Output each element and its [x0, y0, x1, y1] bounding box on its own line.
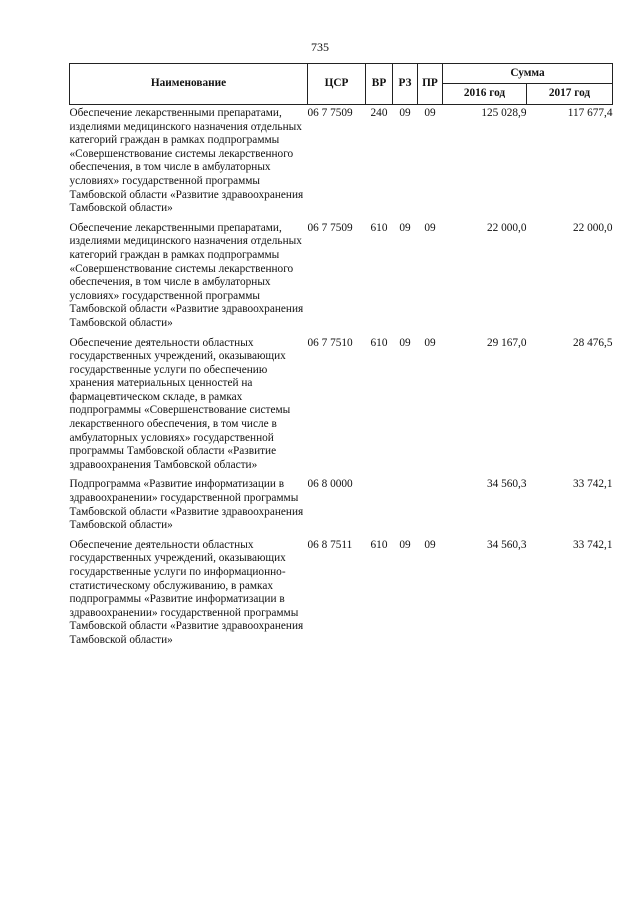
row-csr: 06 8 0000 — [307, 478, 353, 491]
table-row — [70, 539, 613, 654]
row-vr: 610 — [370, 221, 388, 234]
row-sum-2016: 34 560,3 — [486, 478, 527, 491]
row-sum-2016: 29 167,0 — [486, 336, 527, 349]
row-vr: 610 — [370, 336, 388, 349]
header-2017: 2017 год — [527, 84, 613, 105]
row-name: Обеспечение лекарственными препаратами, изделиями медицинского назначения отдельных категорий граждан в рамках подпрограммы «Совершенствование системы лекарственного обеспечения, в том числе в амбулаторных условиях» государственной программы Тамбовской области «Развитие здравоохранения Тамбовской области» — [69, 221, 304, 329]
row-pr: 09 — [424, 107, 436, 119]
row-sum-2017: 33 742,1 — [572, 538, 613, 551]
row-sum-2017: 117 677,4 — [567, 107, 613, 119]
header-csr: ЦСР — [308, 64, 366, 105]
row-vr: 240 — [370, 107, 388, 119]
row-name: Обеспечение деятельности областных государственных учреждений, оказывающих государственные услуги по обеспечению хранения материальных ценностей на фармацевтическом складе, в рамках подпрограммы «Совершенствование системы лекарственного обеспечения, в том числе в амбулаторных условиях» государственной программы Тамбовской области «Развитие здравоохранения Тамбовской области» — [69, 336, 291, 471]
row-csr: 06 7 7510 — [307, 336, 353, 349]
table-row — [70, 105, 613, 222]
header-rz: РЗ — [393, 64, 418, 105]
header-vr: ВР — [366, 64, 393, 105]
row-pr: 09 — [424, 336, 436, 349]
row-sum-2017: 22 000,0 — [572, 221, 613, 234]
row-pr — [418, 478, 443, 538]
header-name: Наименование — [70, 64, 308, 105]
row-pr: 09 — [424, 221, 436, 234]
row-csr: 06 7 7509 — [307, 221, 353, 234]
row-rz — [393, 478, 418, 538]
page-number: 735 — [311, 40, 329, 54]
row-rz: 09 — [399, 107, 411, 119]
row-vr — [366, 478, 393, 538]
header-pr: ПР — [418, 64, 443, 105]
row-sum-2016: 22 000,0 — [486, 221, 527, 234]
row-rz: 09 — [399, 538, 411, 551]
row-sum-2017: 33 742,1 — [572, 478, 613, 491]
header-sum: Сумма — [443, 64, 613, 84]
row-sum-2016: 34 560,3 — [486, 538, 527, 551]
row-sum-2017: 28 476,5 — [572, 336, 613, 349]
table-row — [70, 478, 613, 538]
row-name: Обеспечение лекарственными препаратами, изделиями медицинского назначения отдельных категорий граждан в рамках подпрограммы «Совершенствование системы лекарственного обеспечения, в том числе в амбулаторных условиях» государственной программы Тамбовской области «Развитие здравоохранения Тамбовской области» — [69, 107, 304, 215]
row-rz: 09 — [399, 336, 411, 349]
row-sum-2016: 125 028,9 — [481, 107, 527, 119]
row-vr: 610 — [370, 538, 388, 551]
table-row — [70, 222, 613, 337]
table-row — [70, 337, 613, 479]
row-name: Обеспечение деятельности областных государственных учреждений, оказывающих государственные услуги по информационно-статистическому обслуживанию, в рамках подпрограммы «Развитие информатизации в здравоохранении» государственной программы Тамбовской области «Развитие здравоохранения Тамбовской области» — [69, 538, 304, 646]
row-csr: 06 8 7511 — [307, 538, 353, 551]
row-name: Подпрограмма «Развитие информатизации в здравоохранении» государственной программы Тамбовской области «Развитие здравоохранения Тамбовской области» — [69, 478, 304, 532]
row-rz: 09 — [399, 221, 411, 234]
budget-table — [69, 63, 613, 654]
table-header — [70, 64, 613, 105]
header-2016: 2016 год — [443, 84, 527, 105]
row-pr: 09 — [424, 538, 436, 551]
row-csr: 06 7 7509 — [307, 107, 353, 119]
